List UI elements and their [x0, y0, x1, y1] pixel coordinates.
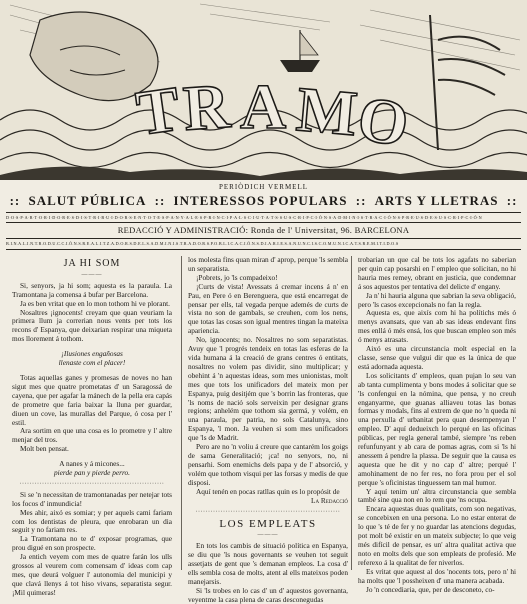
paragraph: Aquí tenén en pocas ratllas quin es lo propósit de — [196, 486, 340, 496]
svg-text:T: T — [132, 72, 185, 149]
paragraph: Aixó es una circunstancia molt especial en la classe, sense que vulgui dir que es la única de que está adornada aquesta. — [358, 344, 516, 371]
svg-text:R: R — [181, 69, 233, 144]
title-ornament: ——— — [81, 271, 103, 278]
rule — [6, 238, 521, 239]
section-headline — [0, 193, 527, 209]
paragraph: No, ignocents; no. Nosaltres no som separatistas. Avuy que 'l progrés tendeix en totas las esferas de la vida humana á la creació de grans centres ó entitats, nosaltres no volem pas dividir, sino multiplicar; y obehint á 'n aquestas ideas, som mes unionistas, molt mes que tots los unificadors del mateix mon per Espanya, puig desitjém que 's borrin las fronteras, que 'ls noms de nació sols serveixin per designar grans regions; anhelém que tothom sia germá, y volém, en una paraula, per patria, no sols Catalunya, sino Espanya, 'l mon. Ja veuhen si som mes unificadors que 'ls de Madrit. — [188, 335, 348, 443]
fine-print-top: D·O·S·P·A·R·T·O·R·I·D·O·R·E·S·D·I·S·T·R·I·B·U·I·D·O·R·S·E·N·T·O·T·E·S·P·A·N·Y·A·L·E·S·P·R·I·N·C·I·P·A·L·S·C·I·U·T·A·T·S·S·U·S·C·R·I·P·C·I·Ó·N·S·A·D·M·I·N·I·S·T·R·A·C·I·Ó·N·S·P·R·E·U·S·D·E·S·U·S·C·R·I·P·C·I·Ó·N — [6, 215, 482, 220]
paragraph: Encara aquestas duas qualitats, com son negativas, se concebixen en una persona. Lo no estar enterat de lo que 's té de fer y no guardar las atencions degudas, pot molt bé existir en un mateix subjecte; lo que veig més difícil de pensar, es un' altra qualitat activa que noto en molts dels que son empleats de profesió. Me referexo á la qualitat de fer niverlos. — [358, 504, 516, 567]
svg-text:M: M — [293, 73, 361, 150]
paragraph: Ja n' hi hauria alguna que sabrian la seva obligació, pero 'ls casos excepcionals no fan la regla. — [358, 290, 516, 309]
column-rule — [181, 256, 182, 570]
masthead-illustration — [0, 0, 527, 180]
paragraph: Pero are no 'n voliu á creure que cantarém los goigs de sama Generalitació; ¡ca! no senyors, no, ni pensarhi. Som enemichs dels papa y de l' absorció, y volém que tothom visqui per las forsas y medis de que disposi. — [188, 442, 348, 487]
section-sep: :: — [355, 193, 367, 208]
section-sep: :: — [154, 193, 166, 208]
paragraph: Mes ahir, aixó es somiar; y per aquels cami fariam com los dentistas de pleura, que enrobaran un dia seguit y no fariam res. — [12, 507, 172, 535]
quote-line: llenaste com el placer! — [58, 358, 126, 368]
paragraph: Es vritat que aquest al dos 'nocents tots, pero n' hi ha molts que 'l possheixen d' una manera acabada. — [358, 566, 516, 585]
paragraph: Molt ben pensat. — [20, 444, 69, 454]
rule — [6, 222, 521, 223]
section-interessos: INTERESSOS POPULARS — [173, 193, 348, 208]
paragraph: En tots los cambis de situació política en Espanya, se diu que 'ls nous governants se veuhen tot seguit assetjats de gent que 's demanan empleos. La cosa d' ells sembla cosa de molts, atent al ells mateixos poden manejarsis. — [188, 541, 348, 586]
paragraph: Si 'ls trobes en lo cas d' un d' aquestos governanta, veyentme la casa plena de caras desconegudas — [188, 585, 348, 604]
signature-redaccio: La Redacció — [311, 496, 348, 506]
paragraph: ¡Curts de vista! Avessats á cremar incens á n' en Pau, en Pere ó en Berenguera, que está encarregat de pensar per ells, tal vegada perque ademés de curts de vista no son de gambals, se creuhen, com los nens, que totas las cosas son igual mentres tingan la mateixa apariencia. — [188, 281, 348, 336]
rule — [6, 212, 521, 213]
article-title-ja-hi-som: JA HI SOM — [63, 258, 121, 269]
paragraph: Totas aquellas ganes y promesas de noves no han sigut mes que quatre prometatas d' un Saragossá de cayena, que per agafar la mánech de la pella era capás de prometre que faria baixar la lluna per guardar, diuen un cove, las murallas del Parque, ó cosa per l' estil. — [12, 372, 172, 427]
paragraph: trobarian un que cal be tots los agafats no saberian per quin cap posarshi en l' empleo que solicitan, no hi hauria mes remey, obrant en justicia, que condemnar á sos aquestos per tentativa del delicte d' engany. — [358, 255, 516, 291]
paragraph: Nosaltres ¡ignocents! creyam que quan veuriam la primera llum ja correrian nous vents per tots los recons d' Espanya, que deixarian respirar una miqueta mos llorement á tothom. — [12, 307, 172, 344]
quote-line: ¡Ilusiones engañosas — [61, 349, 123, 359]
paragraph: Si, senyors, ja hi som; aquesta es la paraula. La Tramontana ja comensa á bufar per Barcelona. — [12, 280, 172, 299]
section-sep: :: — [9, 193, 21, 208]
paragraph: Ja es ben vritat que en lo mon tothom hi ve plorant. — [20, 298, 170, 308]
separator-dots: ·························································· — [19, 480, 165, 487]
svg-text:A: A — [240, 71, 287, 142]
separator-dots: ·························································· — [195, 509, 341, 516]
paragraph: Y aquí tenim un' altra circunstancia que sembla també sine qua non en lo rem que 'ns ocupa. — [358, 486, 516, 505]
section-arts: ARTS Y LLETRAS — [374, 193, 499, 208]
column-2 — [188, 255, 348, 604]
section-sep: :: — [506, 193, 518, 208]
address-line: REDACCIÓ Y ADMINISTRACIÓ: Ronda de l' Universitat, 96. BARCELONA — [117, 225, 410, 235]
column-1 — [12, 256, 172, 597]
verse-line: A nanes y á micones... — [59, 459, 125, 469]
column-rule — [351, 256, 352, 570]
paragraph: Jo 'n concediaria, que, per de desconeto, co- — [366, 584, 495, 594]
masthead — [0, 0, 527, 262]
paragraph: los molesta fins quan miran d' aprop, perque 'ls sembla un separatista. — [188, 255, 348, 273]
svg-text:O: O — [352, 81, 414, 161]
column-3 — [358, 255, 516, 594]
paragraph: Ara sortim en que una cosa es lo prometre y l' altre menjar del tros. — [12, 426, 172, 445]
verse-line: pierde pan y pierde perro. — [54, 468, 130, 478]
subtitle: PERIÒDICH VERMELL — [218, 183, 308, 191]
paragraph: La Tramontana no te d' exposar programas, que prou digué en son prospecte. — [12, 534, 172, 553]
paragraph: Ja entich veyem com mes de quatre farán los ulls grossos al veurem com comensam d' ideas com cap mes, que deurá volguer l' autonomia del municipi y que clavá llenys á tot hiso vivans, separatista segur. ¡Mil quimeras! — [12, 552, 172, 597]
paragraph: Aquesta es, que aixís com hi ha polítichs més ó menys avansats, que van ab sas ideas endevant fins mes enllá ó més ensá, los que buscan empleo son més ó menys atrasats. — [358, 308, 516, 345]
paragraph: ¡Pobrets, jo 'ls compadeixo! — [196, 272, 278, 282]
rule — [6, 249, 521, 250]
paragraph: Si se 'n necessitan de tramontanadas per netejar tots los focos d' inmundicia! — [12, 489, 172, 508]
section-salut: SALUT PÚBLICA — [28, 193, 147, 208]
paragraph: Los solicitants d' empleos, quan pujan lo seu van ab tanta cumplimenta y bons modes á solicitar que se 'ls confengui en la nómina, que pensa, y no creuh enganyarme, que guanas alliaveu totas las bonas formas y modals, fins al extrem de que no 'n queda ni una perxulla d' urbanitat pera quan desempenyan l' empleo. D' aquí dedueixch lo perqué en las oficinas públicas, per regla general també, siempre 'ns reben refunfunyant y ab cara de pomas agras, com si 'ls hi anessem á pendre la plassa. De seguir que la causa es aquesta que he dit y no cap d' altre; perqué l' amohinament de no fer res, no fora prou per el sol perque 's oficinistas tinguessem tan mal humor. — [358, 370, 516, 487]
article-title-los-empleats: LOS EMPLEATS — [219, 518, 317, 531]
fine-print-bottom: B.I.N.A.L.I.N.T.R.O.D.U.C.C.I.Ó.N.S.R.E.A.L.I.T.Z.A.D.O.R.S.D.E.L.S.A.D.M.I.N.I.S.T.R.A.D.O.R.S.P.O.B.L.I.C.A.C.I.Ó.N.S.D.I.A.R.I.E.S.A.N.U.N.C.I.S.C.O.M.U.N.I.C.A.T.S.R.E.M.I.T.I.D.O.S — [6, 241, 399, 246]
title-ornament: ——— — [257, 532, 279, 539]
